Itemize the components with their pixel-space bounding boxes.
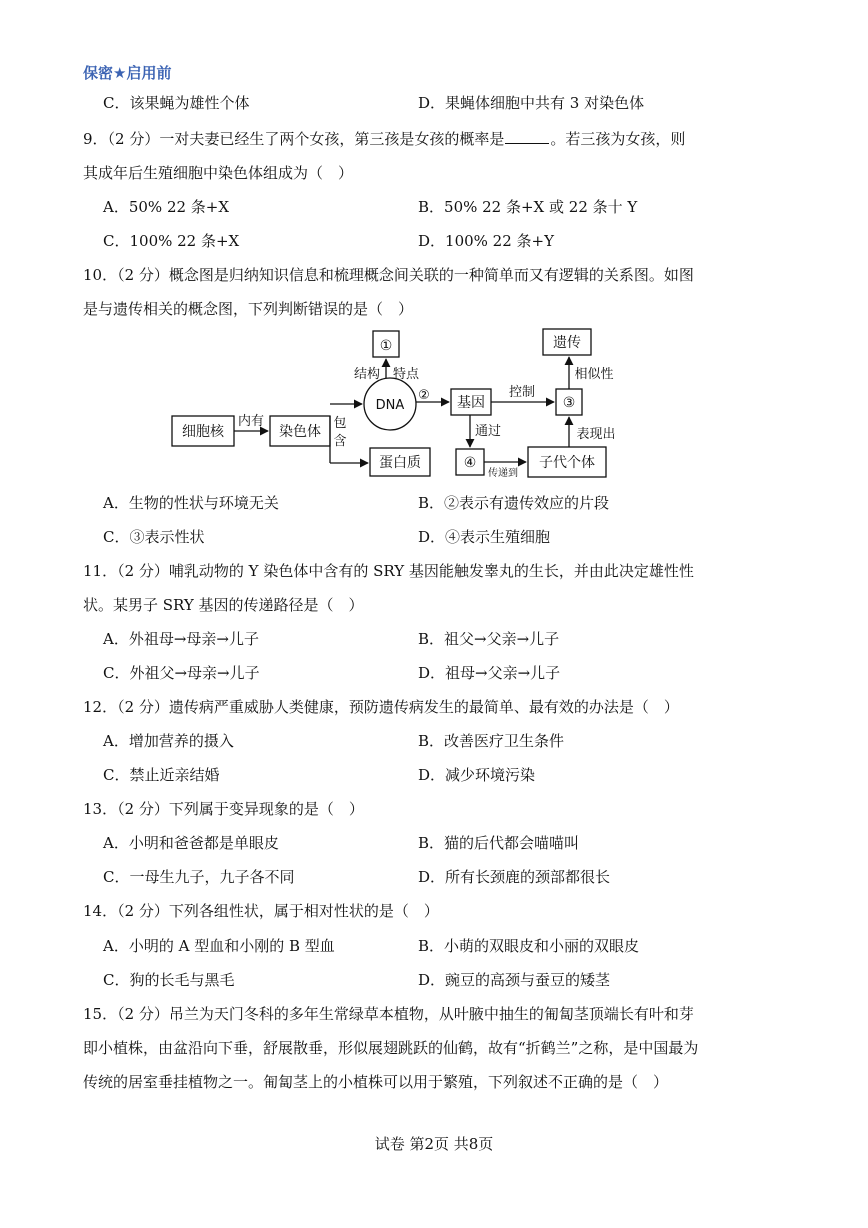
q15-stem-line2: 即小植株，由盆沿向下垂，舒展散垂，形似展翅跳跃的仙鹤，故有“折鹤兰”之称，是中国最为 <box>83 1039 699 1057</box>
confidential-label: 保密★启用前 <box>83 64 172 82</box>
genetics-concept-map <box>160 323 640 488</box>
circle-2-label: ② <box>418 388 430 403</box>
q10-stem-line2: 是与遗传相关的概念图，下列判断错误的是（ ） <box>83 300 414 318</box>
has-label: 内有 <box>237 414 265 429</box>
q14-stem-line1: 14．（2 分）下列各组性状，属于相对性状的是（ ） <box>83 902 439 920</box>
box-4-label: ④ <box>463 455 477 471</box>
q12-option-a: A．增加营养的摄入 <box>103 732 234 750</box>
q10-option-d: D．④表示生殖细胞 <box>418 528 551 546</box>
q9-option-a: A．50% 22 条+X <box>103 198 230 216</box>
q9-stem-line1 <box>83 128 685 149</box>
q12-option-c: C．禁止近亲结婚 <box>103 766 220 784</box>
q8-option-c: C．该果蝇为雄性个体 <box>103 94 250 112</box>
feature-label: 特点 <box>392 367 420 382</box>
offspring-label: 子代个体 <box>539 455 595 471</box>
q13-stem-line1: 13．（2 分）下列属于变异现象的是（ ） <box>83 800 364 818</box>
q11-stem-line1: 11．（2 分）哺乳动物的 Y 染色体中含有的 SRY 基因能触发睾丸的生长，并由此决定雄性性 <box>83 562 694 580</box>
gene-label: 基因 <box>457 395 485 411</box>
q14-option-b: B．小萌的双眼皮和小丽的双眼皮 <box>418 937 640 955</box>
q9-option-c: C．100% 22 条+X <box>103 232 240 250</box>
control-label: 控制 <box>508 385 536 400</box>
heredity-label: 遗传 <box>553 335 581 351</box>
q11-stem-line2: 状。某男子 SRY 基因的传递路径是（ ） <box>83 596 364 614</box>
page-footer: 试卷 第2页 共8页 <box>374 1135 494 1153</box>
q10-option-a: A．生物的性状与环境无关 <box>103 494 279 512</box>
q8-option-d: D．果蝇体细胞中共有 3 对染色体 <box>418 94 645 112</box>
q11-option-c: C．外祖父→母亲→儿子 <box>103 664 260 682</box>
q14-option-c: C．狗的长毛与黑毛 <box>103 971 235 989</box>
q10-option-b: B．②表示有遗传效应的片段 <box>418 494 610 512</box>
q9-stem-part2: 。若三孩为女孩，则 <box>550 130 686 148</box>
q15-stem-line1: 15．（2 分）吊兰为天门冬科的多年生常绿草本植物，从叶腋中抽生的匍匐茎顶端长有叶和芽 <box>83 1005 694 1023</box>
q10-stem-line1: 10．（2 分）概念图是归纳知识信息和梳理概念间关联的一种简单而又有逻辑的关系图。如图 <box>83 266 694 284</box>
q9-stem-part1: 9．（2 分）一对夫妻已经生了两个女孩，第三孩是女孩的概率是 <box>83 130 505 148</box>
q11-option-a: A．外祖母→母亲→儿子 <box>103 630 259 648</box>
q13-option-a: A．小明和爸爸都是单眼皮 <box>103 834 279 852</box>
pass-to-label: 传递到 <box>488 468 518 479</box>
q13-option-b: B．猫的后代都会喵喵叫 <box>418 834 580 852</box>
q9-stem-line2: 其成年后生殖细胞中染色体组成为（ ） <box>83 164 354 182</box>
q9-option-b: B．50% 22 条+X 或 22 条十 Y <box>418 198 638 216</box>
box-3-label: ③ <box>562 395 576 411</box>
dna-label: DNA <box>375 398 405 413</box>
express-label: 表现出 <box>576 427 616 442</box>
q13-option-d: D．所有长颈鹿的颈部都很长 <box>418 868 611 886</box>
q15-stem-line3: 传统的居室垂挂植物之一。匍匐茎上的小植株可以用于繁殖，下列叙述不正确的是（ ） <box>83 1073 669 1091</box>
q10-option-c: C．③表示性状 <box>103 528 205 546</box>
q12-stem-line1: 12．（2 分）遗传病严重威胁人类健康，预防遗传病发生的最简单、最有效的办法是（ ） <box>83 698 679 716</box>
q14-option-d: D．豌豆的高颈与蚕豆的矮茎 <box>418 971 611 989</box>
q14-option-a: A．小明的 A 型血和小刚的 B 型血 <box>103 937 335 955</box>
structure-label: 结构 <box>353 367 381 382</box>
include-label-1: 包 <box>333 416 347 431</box>
q11-option-b: B．祖父→父亲→儿子 <box>418 630 560 648</box>
q13-option-c: C．一母生九子，九子各不同 <box>103 868 295 886</box>
similarity-label: 相似性 <box>574 367 614 382</box>
box-1-label: ① <box>379 338 393 354</box>
through-label: 通过 <box>474 424 502 439</box>
include-label-2: 含 <box>333 434 347 449</box>
q11-option-d: D．祖母→父亲→儿子 <box>418 664 561 682</box>
q9-option-d: D．100% 22 条+Y <box>418 232 555 250</box>
chromosome-label: 染色体 <box>279 424 321 440</box>
q12-option-b: B．改善医疗卫生条件 <box>418 732 565 750</box>
q12-option-d: D．减少环境污染 <box>418 766 536 784</box>
nucleus-label: 细胞核 <box>182 424 224 440</box>
answer-blank <box>505 131 549 144</box>
protein-label: 蛋白质 <box>379 455 421 471</box>
